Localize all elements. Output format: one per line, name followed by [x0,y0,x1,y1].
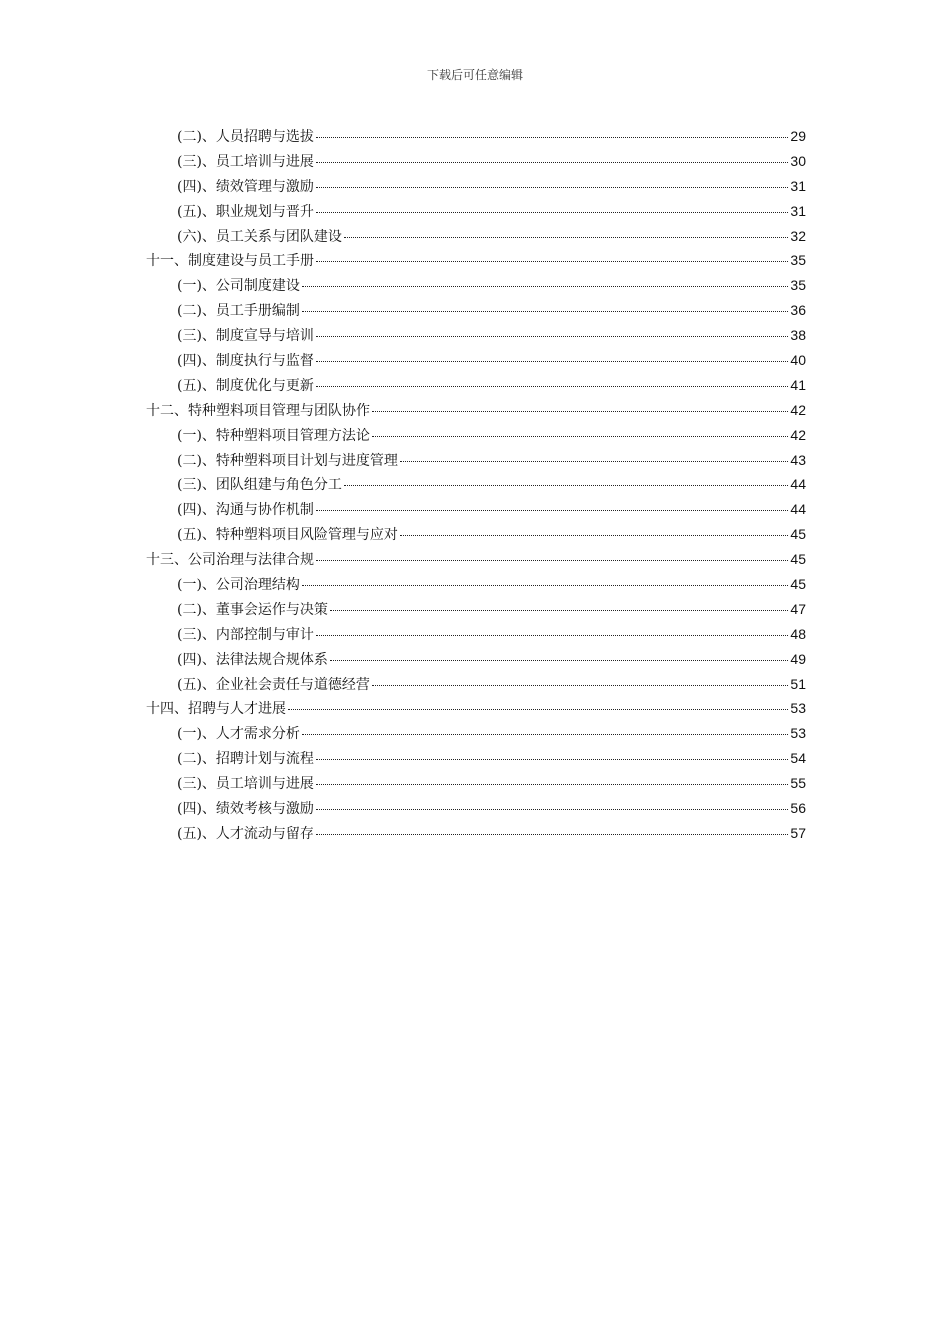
toc-dot-leader [344,237,788,238]
toc-entry[interactable] [146,499,806,524]
toc-entry[interactable] [146,574,806,599]
toc-entry[interactable] [146,599,806,624]
toc-entry-page-number: 29 [790,128,806,144]
toc-dot-leader [316,834,788,835]
toc-entry[interactable] [146,773,806,798]
toc-entry[interactable] [146,400,806,425]
toc-entry-title: (三)、员工培训与进展 [177,153,314,170]
toc-dot-leader [316,361,788,362]
toc-entry-page-number: 43 [790,451,806,468]
toc-entry-page-number: 31 [790,177,806,194]
toc-dot-leader [372,411,788,412]
toc-entry-title: 十二、特种塑料项目管理与团队协作 [146,402,370,419]
toc-entry[interactable] [146,250,806,275]
toc-entry-title: (五)、特种塑料项目风险管理与应对 [177,527,398,544]
toc-entry-page-number: 30 [790,152,806,169]
toc-entry-page-number: 42 [790,426,806,443]
toc-entry[interactable] [146,524,806,549]
toc-entry-title: 十一、制度建设与员工手册 [146,253,314,270]
toc-dot-leader [400,461,788,462]
toc-entry-title: (二)、人员招聘与选拔 [177,129,314,145]
toc-entry-title: (二)、董事会运作与决策 [177,601,328,618]
toc-entry[interactable] [146,425,806,450]
toc-entry-page-number: 53 [790,725,806,742]
toc-entry-title: (二)、员工手册编制 [177,303,300,320]
toc-entry-page-number: 45 [790,551,806,568]
toc-entry-page-number: 45 [790,526,806,543]
toc-entry-title: (四)、绩效管理与激励 [177,178,314,195]
toc-entry-page-number: 38 [790,327,806,344]
toc-entry[interactable] [146,674,806,699]
toc-entry-title: (一)、公司制度建设 [177,278,300,295]
toc-entry[interactable] [146,748,806,773]
toc-entry-page-number: 31 [790,202,806,219]
toc-entry-title: 十四、招聘与人才进展 [146,701,286,718]
toc-entry[interactable] [146,823,806,848]
toc-entry[interactable] [146,649,806,674]
toc-entry-title: (三)、员工培训与进展 [177,776,314,793]
toc-entry[interactable] [146,350,806,375]
toc-entry[interactable] [146,549,806,574]
toc-entry[interactable] [146,300,806,325]
toc-entry-title: (三)、内部控制与审计 [177,626,314,643]
toc-entry[interactable] [146,798,806,823]
toc-dot-leader [316,162,788,163]
toc-entry-page-number: 44 [790,476,806,493]
toc-entry-page-number: 40 [790,352,806,369]
toc-entry-title: (四)、沟通与协作机制 [177,502,314,519]
toc-dot-leader [372,685,788,686]
toc-entry-page-number: 32 [790,227,806,244]
toc-entry-title: (四)、制度执行与监督 [177,353,314,370]
toc-entry-title: (三)、团队组建与角色分工 [177,477,342,494]
toc-entry-page-number: 36 [790,302,806,319]
toc-entry-title: 十三、公司治理与法律合规 [146,552,314,569]
toc-entry-title: (四)、绩效考核与激励 [177,801,314,818]
toc-entry-title: (五)、制度优化与更新 [177,377,314,394]
toc-entry-page-number: 42 [790,401,806,418]
toc-entry-page-number: 55 [790,775,806,792]
toc-entry-title: (一)、公司治理结构 [177,577,300,594]
toc-dot-leader [302,286,788,287]
toc-entry-title: (五)、职业规划与晋升 [177,203,314,220]
toc-entry-page-number: 35 [790,252,806,269]
toc-dot-leader [316,784,788,785]
toc-entry-title: (一)、特种塑料项目管理方法论 [177,427,370,444]
toc-dot-leader [316,386,788,387]
toc-entry[interactable] [146,275,806,300]
toc-entry-page-number: 57 [790,824,806,841]
toc-entry-page-number: 35 [790,277,806,294]
toc-entry-title: (二)、特种塑料项目计划与进度管理 [177,452,398,469]
toc-dot-leader [302,311,788,312]
toc-entry-page-number: 49 [790,650,806,667]
toc-dot-leader [316,187,788,188]
toc-entry-title: (三)、制度宣导与培训 [177,328,314,345]
toc-dot-leader [344,485,788,486]
toc-dot-leader [302,734,788,735]
toc-dot-leader [316,635,788,636]
toc-dot-leader [372,436,788,437]
toc-dot-leader [316,137,788,138]
toc-entry[interactable] [146,698,806,723]
toc-entry-title: (一)、人才需求分析 [177,726,300,743]
toc-dot-leader [316,336,788,337]
toc-entry-page-number: 44 [790,501,806,518]
toc-entry-title: (六)、员工关系与团队建设 [177,228,342,245]
toc-entry-page-number: 56 [790,800,806,817]
toc-entry-title: (五)、人才流动与留存 [177,825,314,842]
toc-dot-leader [316,510,788,511]
toc-entry-page-number: 53 [790,700,806,717]
toc-dot-leader [288,709,788,710]
page-header: 下载后可任意编辑 [426,68,523,82]
toc-entry-page-number: 54 [790,750,806,767]
toc-dot-leader [330,610,788,611]
table-of-contents [146,126,806,848]
toc-entry-page-number: 45 [790,576,806,593]
toc-dot-leader [400,535,788,536]
toc-entry[interactable] [146,151,806,176]
toc-entry-page-number: 48 [790,625,806,642]
toc-dot-leader [330,660,788,661]
toc-entry-page-number: 47 [790,600,806,617]
toc-entry[interactable] [146,201,806,226]
toc-entry[interactable] [146,325,806,350]
toc-dot-leader [316,809,788,810]
toc-entry[interactable] [146,624,806,649]
toc-dot-leader [316,560,788,561]
toc-entry[interactable] [146,126,806,151]
toc-entry-title: (五)、企业社会责任与道德经营 [177,676,370,693]
toc-entry[interactable] [146,375,806,400]
toc-entry-title: (四)、法律法规合规体系 [177,651,328,668]
toc-dot-leader [316,212,788,213]
toc-entry[interactable] [146,723,806,748]
toc-entry-title: (二)、招聘计划与流程 [177,751,314,768]
toc-entry[interactable] [146,176,806,201]
toc-entry[interactable] [146,474,806,499]
toc-entry-page-number: 41 [790,376,806,393]
toc-entry-page-number: 51 [790,675,806,692]
toc-dot-leader [316,261,788,262]
toc-entry[interactable] [146,226,806,251]
toc-dot-leader [302,585,788,586]
toc-dot-leader [316,759,788,760]
toc-entry[interactable] [146,450,806,475]
